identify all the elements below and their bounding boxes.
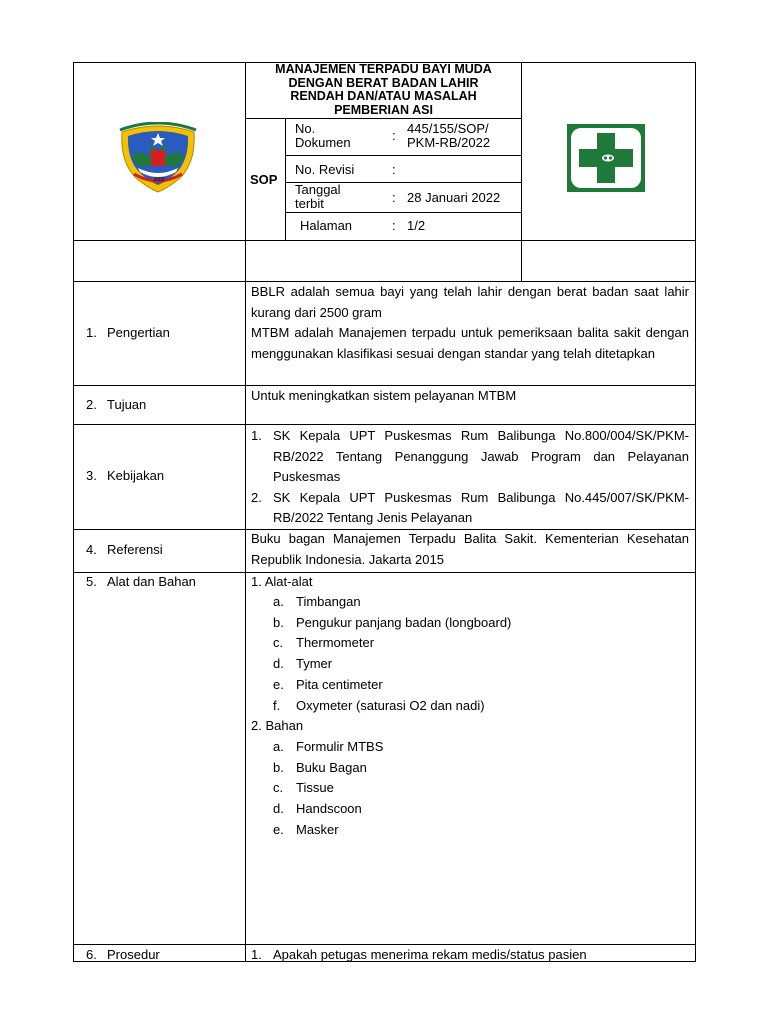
list-item-letter: b. — [273, 614, 284, 630]
list-item: 1. SK Kepala UPT Puskesmas Rum Balibunga No.800/004/SK/PKM-RB/2022 Tentang Penanggung Jawab Program dan Pelayanan Puskesmas — [251, 428, 689, 484]
list-item: Handscoon — [296, 801, 362, 817]
list-item-letter: d. — [273, 801, 284, 817]
list-item-letter: f. — [273, 697, 281, 713]
list-item: Formulir MTBS — [296, 739, 384, 754]
section-number: 5. — [86, 574, 97, 589]
section-label-pengertian: Pengertian — [107, 325, 170, 340]
section-label-alat-dan-bahan: Alat dan Bahan — [107, 574, 196, 589]
list-item: Tissue — [296, 780, 334, 796]
puskesmas-logo — [567, 124, 645, 192]
section-label-kebijakan: Kebijakan — [107, 468, 165, 483]
list-item: Timbangan — [296, 594, 361, 609]
list-item: Pengukur panjang badan (longboard) — [296, 614, 512, 630]
list-item-letter: e. — [273, 676, 284, 692]
list-item: Oxymeter (saturasi O2 dan nadi) — [296, 697, 485, 713]
list-item: Buku Bagan — [296, 759, 367, 775]
pengertian-content — [251, 282, 689, 364]
section-number: 3. — [86, 468, 97, 483]
field-label-no-revisi: No. Revisi — [295, 162, 355, 177]
field-label-tanggal-terbit: Tanggal terbit — [295, 182, 341, 211]
field-label-no-dokumen: No. Dokumen — [295, 121, 351, 150]
list-item: Thermometer — [296, 635, 375, 651]
list-item: Tymer — [296, 656, 333, 672]
list-item-letter: d. — [273, 656, 284, 672]
pengertian-paragraph: MTBM adalah Manajemen terpadu untuk pemeriksaan balita sakit dengan menggunakan klasifikasi sesuai dengan standar yang telah ditetapkan — [251, 325, 689, 361]
field-value-no-dokumen: 445/155/SOP/ PKM-RB/2022 — [407, 121, 491, 150]
prosedur-item-text: Apakah petugas menerima rekam medis/status pasien — [273, 947, 587, 962]
list-item-letter: a. — [273, 594, 284, 609]
list-item: 2. SK Kepala UPT Puskesmas Rum Balibunga No.445/007/SK/PKM-RB/2022 Tentang Jenis Pelayanan — [251, 489, 689, 525]
alat-heading: 1. Alat-alat — [251, 574, 313, 589]
section-label-tujuan: Tujuan — [107, 397, 147, 412]
list-item-letter: e. — [273, 821, 284, 837]
kebijakan-content — [251, 426, 689, 529]
section-label-prosedur: Prosedur — [107, 947, 160, 962]
field-value-tanggal-terbit: 28 Januari 2022 — [407, 190, 501, 205]
tujuan-content: Untuk meningkatkan sistem pelayanan MTBM — [251, 388, 517, 403]
regional-emblem-logo — [118, 122, 198, 194]
field-colon: : — [392, 190, 396, 205]
field-value-halaman: 1/2 — [407, 218, 426, 233]
prosedur-item-number: 1. — [251, 947, 262, 962]
section-number: 6. — [86, 947, 97, 962]
pengertian-paragraph: BBLR adalah semua bayi yang telah lahir dengan berat badan saat lahir kurang dari 2500 gram — [251, 284, 689, 320]
document-title: MANAJEMEN TERPADU BAYI MUDA DENGAN BERAT BADAN LAHIR RENDAH DAN/ATAU MASALAH PEMBERIAN ASI — [275, 62, 492, 117]
list-item-letter: a. — [273, 739, 284, 754]
section-number: 4. — [86, 542, 97, 557]
field-label-halaman: Halaman — [300, 218, 353, 233]
referensi-content: Buku bagan Manajemen Terpadu Balita Sakit. Kementerian Kesehatan Republik Indonesia. Jakarta 2015 — [251, 531, 689, 567]
sop-label: SOP — [250, 172, 278, 187]
list-item-letter: c. — [273, 780, 284, 796]
section-label-referensi: Referensi — [107, 542, 163, 557]
list-item-letter: b. — [273, 759, 284, 775]
bahan-heading: 2. Bahan — [251, 718, 304, 733]
list-item: Masker — [296, 821, 339, 837]
section-number: 2. — [86, 397, 97, 412]
field-colon: : — [392, 128, 396, 143]
list-item-letter: c. — [273, 635, 284, 651]
list-item: Pita centimeter — [296, 676, 383, 692]
field-colon: : — [392, 162, 396, 177]
emblem-year: 2003 — [153, 177, 165, 183]
section-number: 1. — [86, 325, 97, 340]
field-colon: : — [392, 218, 396, 233]
